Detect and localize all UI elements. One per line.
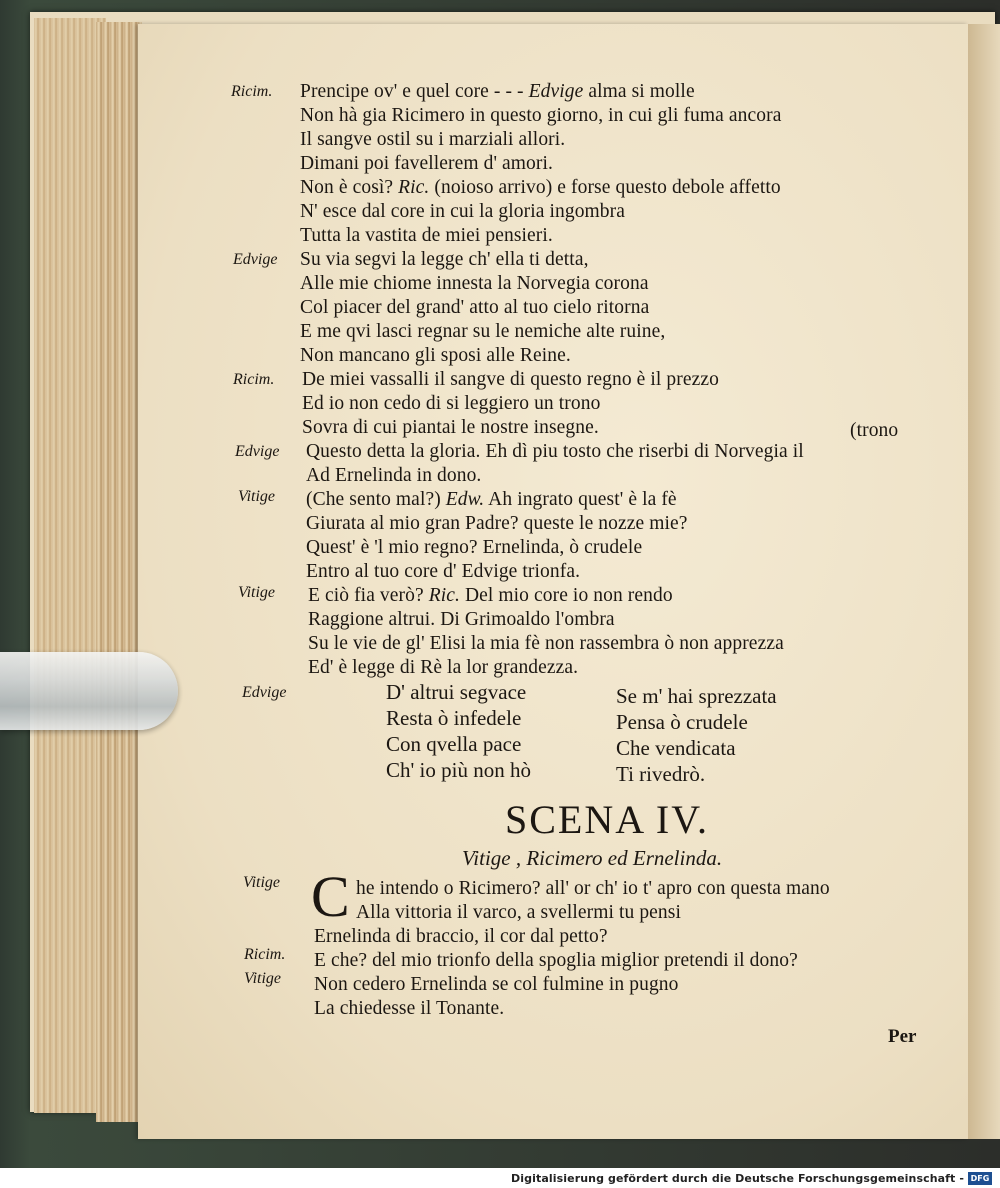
verse-line: Tutta la vastita de miei pensieri. xyxy=(300,225,553,246)
verse-line: Su via segvi la legge ch' ella ti detta, xyxy=(300,249,589,270)
speaker-label: Edvige xyxy=(233,251,278,268)
speaker-label: Ricim. xyxy=(231,83,273,100)
aria-line-left: D' altrui segvace xyxy=(386,680,527,704)
aria-line-left: Con qvella pace xyxy=(386,732,522,756)
verse-line: E che? del mio trionfo della spoglia miglior pretendi il dono? xyxy=(314,950,798,971)
verse-line: (Che sento mal?) Edw. Ah ingrato quest' è la fè xyxy=(306,489,677,510)
aria-line-right: Che vendicata xyxy=(616,736,736,760)
aria-line-right: Pensa ò crudele xyxy=(616,710,748,734)
verse-line: Alle mie chiome innesta la Norvegia corona xyxy=(300,273,649,294)
verse-line: De miei vassalli il sangve di questo regno è il prezzo xyxy=(302,369,719,390)
verse-line: Il sangve ostil su i marziali allori. xyxy=(300,129,566,150)
verse-line: Ed' è legge di Rè la lor grandezza. xyxy=(308,657,579,678)
catchword: Per xyxy=(888,1026,917,1047)
verse-line: Su le vie de gl' Elisi la mia fè non rassembra ò non apprezza xyxy=(308,633,784,654)
speaker-label: Vitige xyxy=(238,584,276,601)
verse-line: he intendo o Ricimero? all' or ch' io t' apro con questa mano xyxy=(356,878,830,899)
verse-line: Col piacer del grand' atto al tuo cielo ritorna xyxy=(300,297,650,318)
verse-line: Dimani poi favellerem d' amori. xyxy=(300,153,553,174)
speaker-label: Vitige xyxy=(244,970,282,987)
verse-line: Non mancano gli sposi alle Reine. xyxy=(300,345,571,366)
verse-line: La chiedesse il Tonante. xyxy=(314,998,505,1019)
verse-line: Quest' è 'l mio regno? Ernelinda, ò crudele xyxy=(306,537,643,558)
verse-line: E me qvi lasci regnar su le nemiche alte ruine, xyxy=(300,321,666,342)
scene-characters: Vitige , Ricimero ed Ernelinda. xyxy=(462,846,723,870)
verse-line: Raggione altrui. Di Grimoaldo l'ombra xyxy=(308,609,615,630)
verse-line: Entro al tuo core d' Edvige trionfa. xyxy=(306,561,581,582)
verse-line: Giurata al mio gran Padre? queste le nozze mie? xyxy=(306,513,688,534)
aria-line-right: Ti rivedrò. xyxy=(616,762,706,786)
aria-line-left: Ch' io più non hò xyxy=(386,758,531,782)
dfg-logo-icon: DFG xyxy=(968,1172,992,1185)
drop-capital: C xyxy=(311,864,350,929)
speaker-label: Edvige xyxy=(235,443,280,460)
footer-credit: Digitalisierung gefördert durch die Deutsche Forschungsgemeinschaft - xyxy=(511,1172,964,1185)
speaker-label: Edvige xyxy=(242,684,287,701)
verse-line: Ed io non cedo di si leggiero un trono xyxy=(302,393,601,414)
speaker-label: Vitige xyxy=(238,488,276,505)
verse-line: Non è così? Ric. (noioso arrivo) e forse questo debole affetto xyxy=(300,177,781,198)
scene-title: SCENA IV. xyxy=(505,797,709,842)
verse-line: E ciò fia verò? Ric. Del mio core io non rendo xyxy=(308,585,673,606)
verse-line: N' esce dal core in cui la gloria ingombra xyxy=(300,201,626,222)
verse-line: Sovra di cui piantai le nostre insegne. xyxy=(302,417,599,438)
verse-line-turnover: (trono xyxy=(850,420,899,441)
speaker-label: Ricim. xyxy=(233,371,275,388)
aria-line-left: Resta ò infedele xyxy=(386,706,522,730)
speaker-label: Vitige xyxy=(243,874,281,891)
verse-line: Ad Ernelinda in dono. xyxy=(306,465,482,486)
speaker-label: Ricim. xyxy=(244,946,286,963)
verse-line: Questo detta la gloria. Eh dì piu tosto che riserbi di Norvegia il xyxy=(306,441,804,462)
verse-line: Ernelinda di braccio, il cor dal petto? xyxy=(314,926,608,947)
verse-line: Non cedero Ernelinda se col fulmine in pugno xyxy=(314,974,679,995)
verse-line: Alla vittoria il varco, a svellermi tu pensi xyxy=(356,902,681,923)
verse-line: Non hà gia Ricimero in questo giorno, in cui gli fuma ancora xyxy=(300,105,782,126)
verse-line: Prencipe ov' e quel core - - - Edvige alma si molle xyxy=(300,81,695,102)
aria-line-right: Se m' hai sprezzata xyxy=(616,684,777,708)
